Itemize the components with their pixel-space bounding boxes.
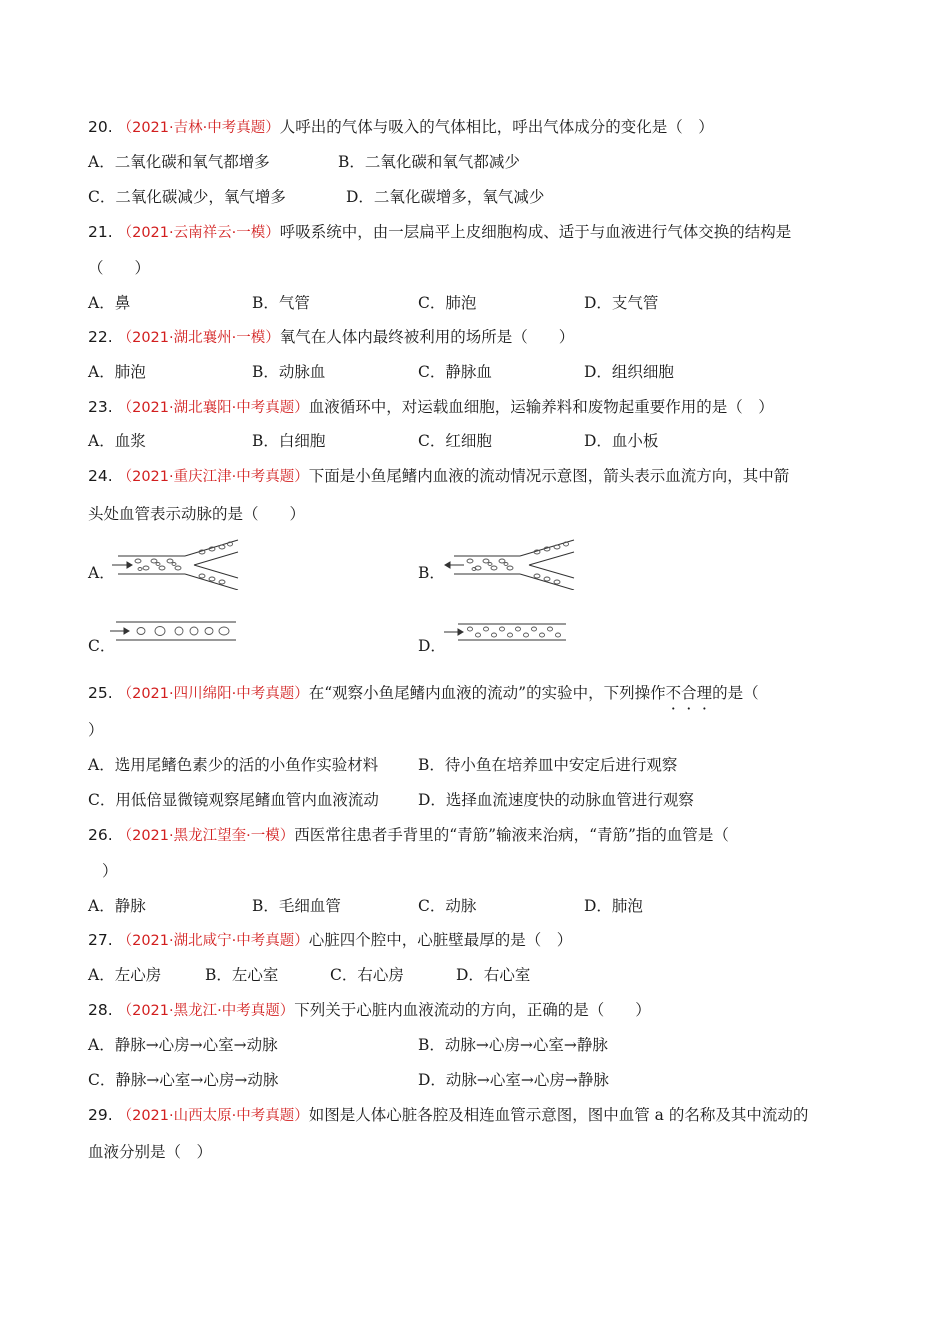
option-b[interactable]: B．动脉血 — [252, 363, 326, 381]
question-27 — [88, 930, 572, 951]
option-a[interactable]: A．肺泡 — [88, 363, 146, 381]
vessel-diagram-c — [108, 620, 238, 642]
question-source: （2021·黑龙江望奎·一模） — [117, 828, 295, 844]
question-text: 心脏四个腔中，心脏壁最厚的是（ ） — [308, 931, 573, 949]
option-c[interactable]: C．用低倍显微镜观察尾鳍血管内血液流动 — [88, 791, 379, 809]
option-d[interactable]: D．二氧化碳增多，氧气减少 — [346, 188, 545, 206]
option-c[interactable]: C．肺泡 — [418, 294, 477, 312]
option-b[interactable]: B．毛细血管 — [252, 897, 341, 915]
question-text-continued: ） — [102, 862, 118, 880]
option-c[interactable]: C．静脉→心室→心房→动脉 — [88, 1071, 279, 1089]
option-d[interactable]: D．肺泡 — [584, 897, 643, 915]
question-text: 下面是小鱼尾鳍内血液的流动情况示意图，箭头表示血流方向，其中箭 — [308, 467, 790, 485]
question-number: 27. — [88, 931, 113, 949]
question-text: 如图是人体心脏各腔及相连血管示意图，图中血管 a 的名称及其中流动的 — [308, 1106, 809, 1124]
question-text: 呼吸系统中，由一层扁平上皮细胞构成、适于与血液进行气体交换的结构是 — [279, 223, 792, 241]
question-text: 在“观察小鱼尾鳍内血液的流动”的实验中，下列操作 — [308, 684, 666, 702]
option-a[interactable]: A．选用尾鳍色素少的活的小鱼作实验材料 — [88, 756, 379, 774]
question-source: （2021·湖北襄阳·中考真题） — [117, 400, 309, 416]
vessel-diagram-a — [110, 538, 245, 590]
option-c[interactable]: C．红细胞 — [418, 432, 492, 450]
option-d[interactable]: D．组织细胞 — [584, 363, 674, 381]
question-number: 22. — [88, 328, 113, 346]
option-d[interactable]: D．支气管 — [584, 294, 659, 312]
option-d[interactable]: D．选择血流速度快的动脉血管进行观察 — [418, 791, 694, 809]
question-number: 28. — [88, 1001, 113, 1019]
question-28 — [88, 1000, 651, 1021]
question-23 — [88, 397, 774, 418]
vessel-diagram-d — [440, 622, 570, 642]
question-text: 血液循环中，对运载血细胞，运输养料和废物起重要作用的是（ ） — [308, 398, 774, 416]
question-text: 氧气在人体内最终被利用的场所是（ ） — [279, 328, 575, 346]
option-b[interactable]: B．左心室 — [205, 966, 279, 984]
option-a[interactable]: A．二氧化碳和氧气都增多 — [88, 153, 270, 171]
question-number: 26. — [88, 826, 113, 844]
question-number: 24. — [88, 467, 113, 485]
question-text: 下列关于心脏内血液流动的方向，正确的是（ ） — [294, 1001, 651, 1019]
option-c[interactable]: C．静脉血 — [418, 363, 492, 381]
emphasis-char: 理 — [696, 684, 713, 702]
arrow-icon — [112, 562, 132, 568]
option-c[interactable]: C． — [88, 637, 116, 655]
question-number: 25. — [88, 684, 113, 702]
question-text-continued: （ ） — [88, 259, 151, 277]
question-source: （2021·吉林·中考真题） — [117, 120, 280, 136]
option-d[interactable]: D． — [418, 637, 446, 655]
option-a[interactable]: A．左心房 — [88, 966, 162, 984]
option-b[interactable]: B．待小鱼在培养皿中安定后进行观察 — [418, 756, 678, 774]
option-d[interactable]: D．右心室 — [456, 966, 531, 984]
question-source: （2021·山西太原·中考真题） — [117, 1108, 309, 1124]
option-b[interactable]: B．气管 — [252, 294, 310, 312]
question-number: 21. — [88, 223, 113, 241]
question-source: （2021·湖北咸宁·中考真题） — [117, 933, 309, 949]
question-number: 29. — [88, 1106, 113, 1124]
option-b[interactable]: B． — [418, 564, 445, 582]
arrow-icon — [445, 562, 464, 568]
question-source: （2021·黑龙江·中考真题） — [117, 1003, 295, 1019]
question-source: （2021·云南祥云·一模） — [117, 225, 280, 241]
question-24 — [88, 466, 789, 487]
option-a[interactable]: A．静脉→心房→心室→动脉 — [88, 1036, 278, 1054]
option-c[interactable]: C．二氧化碳减少，氧气增多 — [88, 188, 286, 206]
option-a[interactable]: A．鼻 — [88, 294, 131, 312]
question-source: （2021·湖北襄州·一模） — [117, 330, 280, 346]
option-b[interactable]: B．动脉→心房→心室→静脉 — [418, 1036, 608, 1054]
option-b[interactable]: B．二氧化碳和氧气都减少 — [338, 153, 520, 171]
question-number: 23. — [88, 398, 113, 416]
option-a[interactable]: A． — [88, 564, 115, 582]
question-text: 人呼出的气体与吸入的气体相比，呼出气体成分的变化是（ ） — [279, 118, 714, 136]
question-number: 20. — [88, 118, 113, 136]
question-22 — [88, 327, 574, 348]
question-text-continued: 头处血管表示动脉的是（ ） — [88, 505, 306, 523]
option-b[interactable]: B．白细胞 — [252, 432, 326, 450]
option-c[interactable]: C．动脉 — [418, 897, 477, 915]
question-source: （2021·重庆江津·中考真题） — [117, 469, 309, 485]
option-d[interactable]: D．动脉→心室→心房→静脉 — [418, 1071, 609, 1089]
arrow-icon — [110, 628, 129, 634]
question-29 — [88, 1105, 808, 1126]
option-a[interactable]: A．静脉 — [88, 897, 146, 915]
question-20 — [88, 117, 714, 138]
question-text: 的是（ — [712, 684, 759, 702]
option-a[interactable]: A．血浆 — [88, 432, 146, 450]
question-source: （2021·四川绵阳·中考真题） — [117, 686, 309, 702]
option-d[interactable]: D．血小板 — [584, 432, 659, 450]
question-text-continued: 血液分别是（ ） — [88, 1143, 213, 1161]
question-text: 西医常往患者手背里的“青筋”输液来治病，“青筋”指的血管是（ — [294, 826, 729, 844]
vessel-diagram-b — [440, 538, 578, 590]
emphasis-char: 合 — [681, 684, 697, 702]
question-text-continued: ） — [88, 721, 104, 739]
arrow-icon — [444, 629, 463, 635]
question-25 — [88, 683, 759, 704]
emphasis-char: 不 — [665, 684, 682, 702]
question-21 — [88, 222, 791, 243]
option-c[interactable]: C．右心房 — [330, 966, 404, 984]
question-26 — [88, 825, 729, 846]
